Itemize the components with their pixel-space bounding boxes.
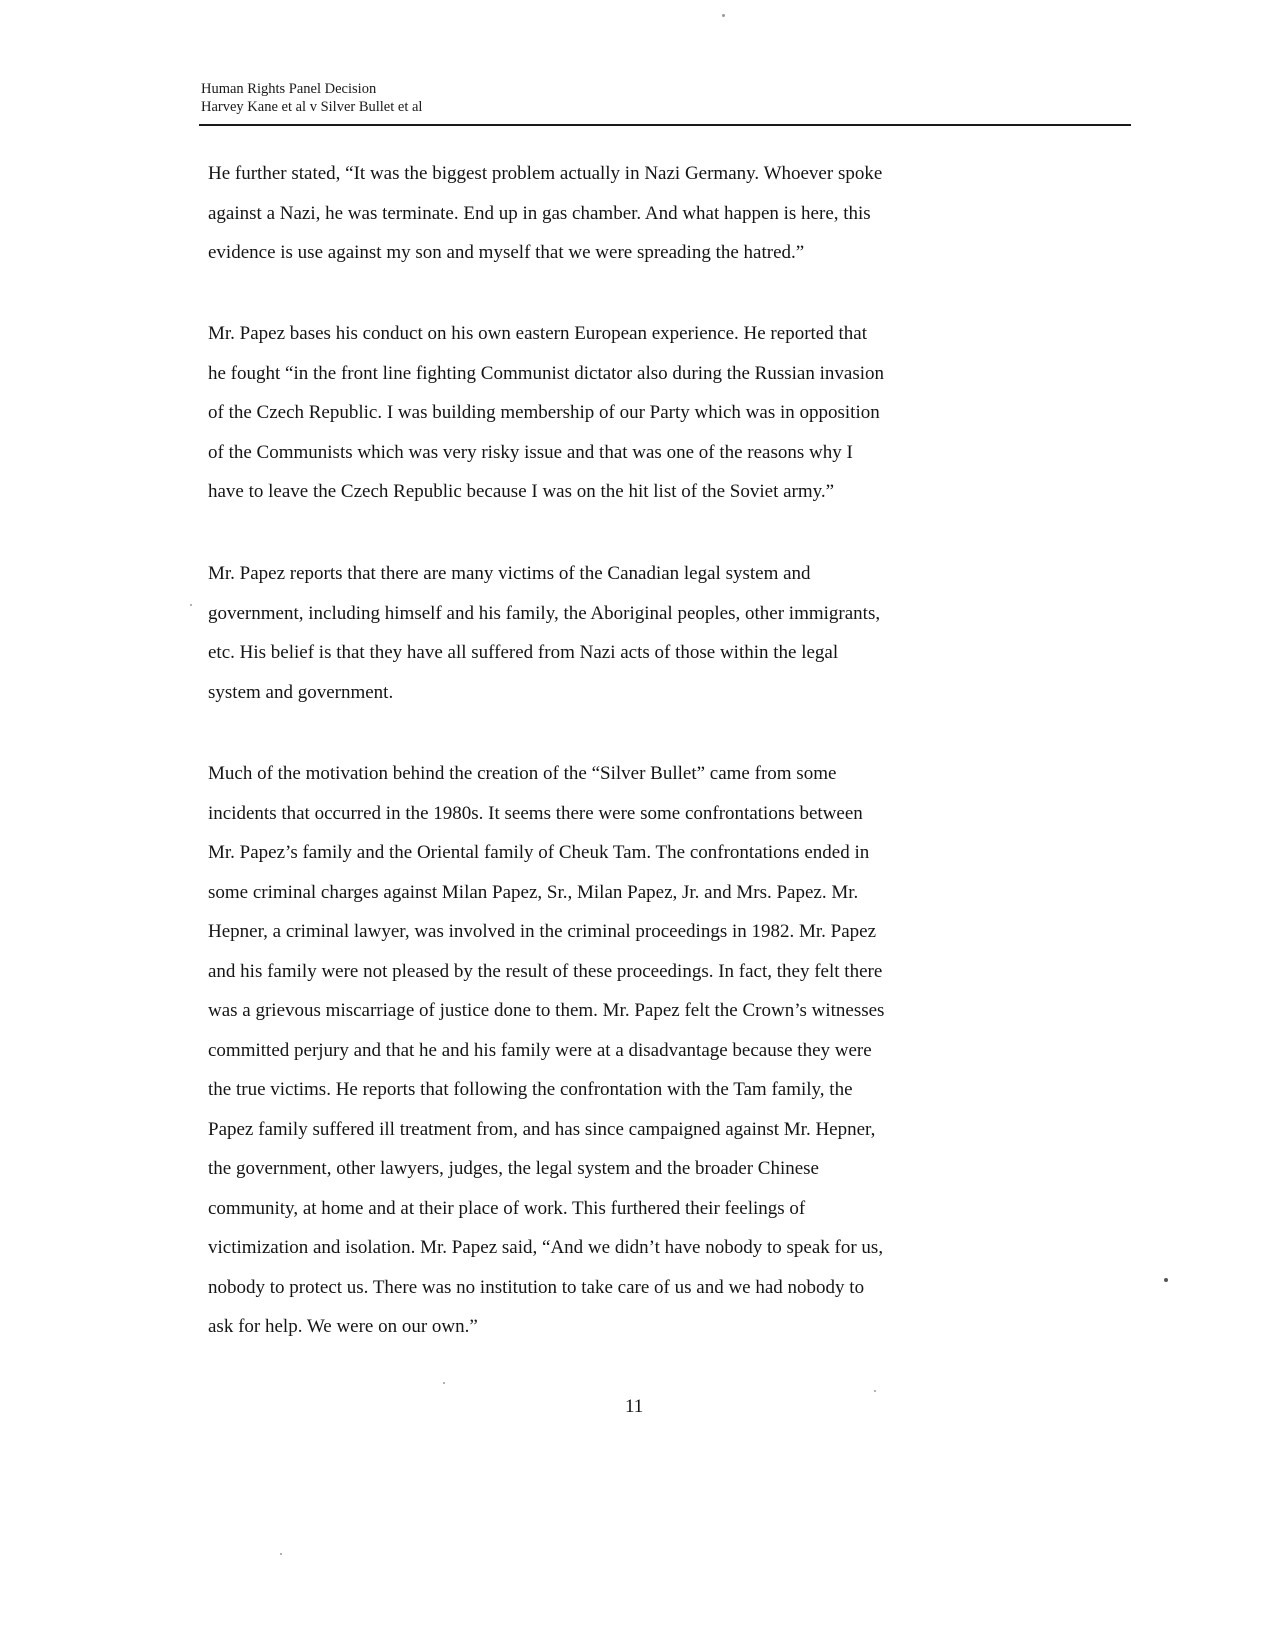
text-line: Much of the motivation behind the creation of the “Silver Bullet” came from some <box>208 763 837 784</box>
text-line: Hepner, a criminal lawyer, was involved in the criminal proceedings in 1982. Mr. Papez <box>208 921 877 942</box>
text-line: Mr. Papez’s family and the Oriental family of Cheuk Tam. The confrontations ended in <box>208 842 870 863</box>
text-line: and his family were not pleased by the result of these proceedings. In fact, they felt there <box>208 960 883 982</box>
scan-speck <box>722 14 725 17</box>
scan-speck <box>874 1390 876 1392</box>
text-line: ask for help. We were on our own.” <box>208 1316 478 1337</box>
paragraph-silver-bullet-motivation <box>208 754 1068 1347</box>
text-line: against a Nazi, he was terminate. End up in gas chamber. And what happen is here, this <box>208 202 871 224</box>
text-line: incidents that occurred in the 1980s. It seems there were some confrontations between <box>208 802 863 824</box>
text-line: nobody to protect us. There was no institution to take care of us and we had nobody to <box>208 1276 865 1298</box>
running-header <box>201 80 422 116</box>
text-line: evidence is use against my son and myself that we were spreading the hatred.” <box>208 242 805 263</box>
text-line: the government, other lawyers, judges, the legal system and the broader Chinese <box>208 1158 819 1179</box>
page-number: 11 <box>625 1396 644 1417</box>
text-line: some criminal charges against Milan Papez, Sr., Milan Papez, Jr. and Mrs. Papez. Mr. <box>208 881 859 903</box>
header-case-name: Harvey Kane et al v Silver Bullet et al <box>201 99 423 115</box>
scan-speck <box>1164 1278 1168 1282</box>
paragraph-european-experience <box>208 314 1068 512</box>
text-line: was a grievous miscarriage of justice done to them. Mr. Papez felt the Crown’s witnesses <box>208 1000 885 1021</box>
text-line: government, including himself and his family, the Aboriginal peoples, other immigrants, <box>208 602 881 624</box>
text-line: have to leave the Czech Republic because I was on the hit list of the Soviet army.” <box>208 481 835 502</box>
paragraph-quote-nazi-germany <box>208 154 1068 273</box>
text-line: he fought “in the front line fighting Communist dictator also during the Russian invasion <box>208 362 884 384</box>
text-line: of the Czech Republic. I was building membership of our Party which was in opposition <box>208 402 880 423</box>
text-line: Mr. Papez bases his conduct on his own eastern European experience. He reported that <box>208 323 867 344</box>
text-line: etc. His belief is that they have all suffered from Nazi acts of those within the legal <box>208 642 839 663</box>
text-line: of the Communists which was very risky issue and that was one of the reasons why I <box>208 441 853 463</box>
text-line: Papez family suffered ill treatment from, and has since campaigned against Mr. Hepner, <box>208 1118 876 1140</box>
paragraph-victims-legal-system <box>208 554 1068 712</box>
text-line: the true victims. He reports that following the confrontation with the Tam family, the <box>208 1079 853 1100</box>
scan-speck <box>443 1382 445 1384</box>
text-line: system and government. <box>208 681 394 703</box>
text-line: community, at home and at their place of work. This furthered their feelings of <box>208 1197 806 1219</box>
text-line: Mr. Papez reports that there are many victims of the Canadian legal system and <box>208 563 811 584</box>
scan-speck <box>190 604 192 606</box>
text-line: victimization and isolation. Mr. Papez said, “And we didn’t have nobody to speak for us, <box>208 1237 884 1258</box>
text-line: committed perjury and that he and his family were at a disadvantage because they were <box>208 1039 872 1061</box>
scan-speck <box>280 1553 282 1555</box>
header-title: Human Rights Panel Decision <box>201 81 377 97</box>
text-line: He further stated, “It was the biggest problem actually in Nazi Germany. Whoever spoke <box>208 163 883 184</box>
header-rule <box>199 124 1131 126</box>
